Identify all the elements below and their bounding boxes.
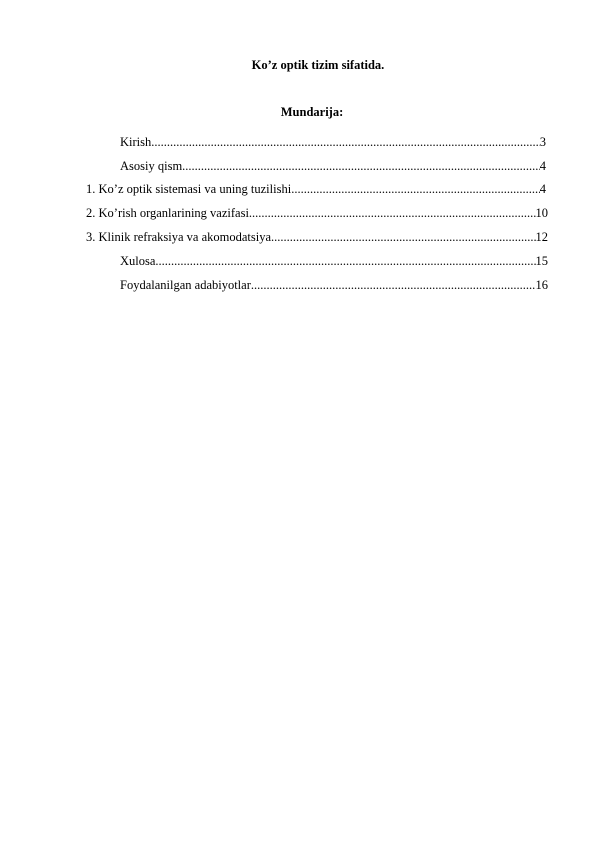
toc-entry-label: Foydalanilgan adabiyotlar xyxy=(120,277,251,292)
toc-entry-leader xyxy=(155,252,535,270)
toc-entry-leader xyxy=(271,228,535,246)
toc-entry-page: 12 xyxy=(535,229,548,244)
toc-entry-leader xyxy=(182,157,540,175)
toc-heading: Mundarija: xyxy=(280,105,344,119)
toc-entry-leader xyxy=(291,180,540,198)
toc-entry-page: 3 xyxy=(539,134,546,149)
toc-entry-xulosa[interactable] xyxy=(0,246,548,270)
toc-entry-section-2[interactable] xyxy=(0,198,548,222)
toc-entry-page: 4 xyxy=(539,182,546,197)
toc-entry-section-1[interactable] xyxy=(0,175,546,199)
toc-entry-leader xyxy=(151,133,540,151)
toc-entry-section-3[interactable] xyxy=(0,222,548,246)
toc-entry-page: 10 xyxy=(535,206,548,221)
toc-entry-leader xyxy=(249,204,536,222)
toc-entry-foydalanilgan-adabiyotlar[interactable] xyxy=(0,270,548,294)
toc-entry-kirish[interactable] xyxy=(0,127,546,151)
toc-entry-label: 2. Ko’rish organlarining vazifasi xyxy=(86,206,249,221)
toc-entry-label: 1. Ko’z optik sistemasi va uning tuzilishi xyxy=(86,182,292,197)
toc-entry-label: Xulosa xyxy=(120,253,156,268)
toc-entry-label: Asosiy qism xyxy=(120,158,183,173)
toc-entry-leader xyxy=(251,276,536,294)
toc-entry-page: 4 xyxy=(539,158,546,173)
toc-entry-page: 15 xyxy=(535,253,548,268)
table-of-contents xyxy=(0,127,596,294)
toc-entry-page: 16 xyxy=(535,277,548,292)
document-title: Ko’z optik tizim sifatida. xyxy=(251,58,385,72)
toc-entry-label: Kirish xyxy=(120,134,152,149)
toc-entry-asosiy-qism[interactable] xyxy=(0,151,546,175)
toc-entry-label: 3. Klinik refraksiya va akomodatsiya xyxy=(86,229,272,244)
